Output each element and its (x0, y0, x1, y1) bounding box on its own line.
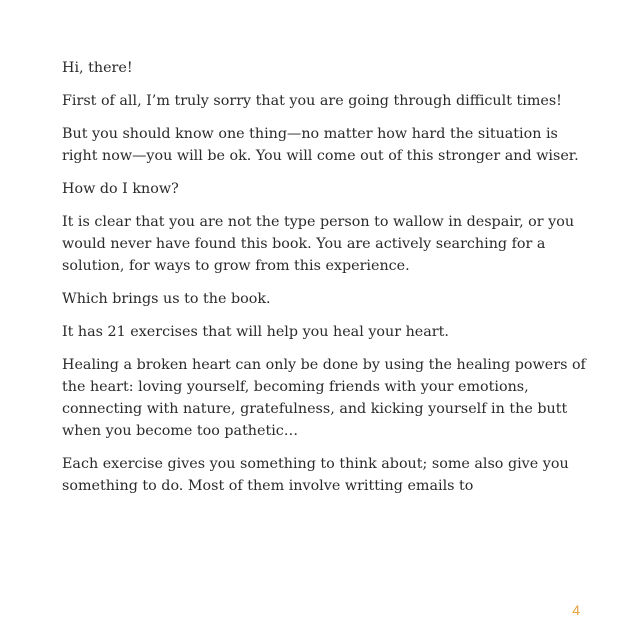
paragraph-greeting: Hi, there! (62, 60, 133, 76)
page-number: 4 (572, 602, 580, 618)
paragraph-healing: Healing a broken heart can only be done by using the healing powers of the heart: loving yourself, becoming friends with your emotions, connecting with nature, gratefulness, and kicking yourself in the butt when you become too pathetic… (62, 357, 586, 439)
paragraph-transition: Which brings us to the book. (62, 291, 271, 307)
paragraph-exercises: It has 21 exercises that will help you heal your heart. (62, 324, 449, 340)
paragraph-each-exercise: Each exercise gives you something to think about; some also give you something to do. Most of them involve writting emails to (62, 456, 569, 494)
paragraph-apology: First of all, I’m truly sorry that you are going through difficult times! (62, 93, 562, 109)
paragraph-explanation: It is clear that you are not the type person to wallow in despair, or you would never have found this book. You are actively searching for a solution, for ways to grow from this experience. (62, 214, 575, 274)
body-text (62, 57, 587, 508)
paragraph-question: How do I know? (62, 181, 179, 197)
paragraph-reassurance: But you should know one thing—no matter how hard the situation is right now—you will be ok. You will come out of this stronger and wiser. (62, 126, 579, 164)
